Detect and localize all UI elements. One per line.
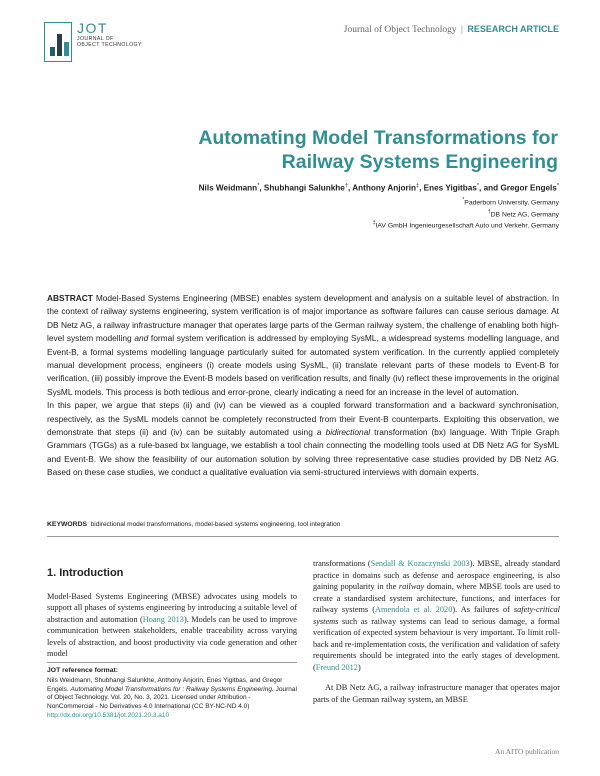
abstract	[47, 292, 559, 480]
keywords-label: KEYWORDS	[47, 521, 88, 528]
citation-link[interactable]: Hoang 2013	[142, 614, 184, 624]
right-column	[313, 558, 560, 705]
citation-link[interactable]: Amendola et al. 2020	[375, 605, 453, 614]
divider	[47, 536, 559, 537]
abstract-text: Model-Based Systems Engineering (MBSE) enables system development and analysis on a suitable level of abstraction. In the context of railway systems engineering, system verification is of major importance as software failures can cause serious damage. At DB Netz AG, a railway infrastructure manager that operates large parts of the German railway system, the challenge of enabling both high-level system modelling	[47, 293, 559, 344]
abstract-emphasis: and	[134, 333, 149, 344]
affil-mark: †	[487, 208, 491, 215]
affil-text: Paderborn University, Germany	[464, 199, 559, 207]
author-affil-mark: *	[556, 183, 559, 189]
affiliation	[373, 196, 559, 208]
logo-text	[77, 20, 142, 48]
running-header	[344, 24, 559, 35]
author-separator: , and	[479, 183, 499, 193]
abstract-text: transformation (bx) language. With Triple Graph Grammars (TGGs) as a rule-based bx language, we establish a tool chain connecting the modelling tools used at DB Netz AG for SysML and Event-B. We show the feasibility of our automation solution by solving three representative case studies provided by DB Netz AG. Based on these case studies, we conduct a qualitative evaluation via semi-structured interviews with domain experts.	[47, 427, 560, 478]
author-list	[199, 183, 559, 193]
author-name: Gregor Engels	[500, 183, 557, 193]
body-emphasis: railway	[398, 582, 425, 591]
abstract-text: In this paper, we argue that steps (ii) and (iv) can be viewed as a coupled forward transformation and a backward synchronisation, respectively, as the SysML models cannot be completely reconstructed from their Event-B counterparts. Exploiting this observation, we demonstrate that steps (ii) and (iv) can be suitably automated using a	[47, 400, 559, 438]
title-line-1: Automating Model Transformations for	[198, 127, 558, 149]
doi-link[interactable]: http://dx.doi.org/10.5381/jot.2021.20.3.a10	[47, 711, 170, 719]
body-paragraph: At DB Netz AG, a railway infrastructure manager that operates major parts of the German railway system, an MBSE	[313, 683, 560, 704]
keywords	[47, 521, 559, 528]
affiliation	[373, 208, 559, 220]
author-affil-mark: *	[257, 183, 260, 189]
body-text: transformations (	[313, 559, 371, 568]
abstract-paragraph	[47, 399, 559, 479]
author-name: Shubhangi Salunkhe	[263, 183, 345, 193]
author-affil-mark: †	[344, 183, 348, 189]
left-column	[47, 568, 297, 660]
author-separator: ,	[259, 183, 262, 193]
affil-text: DB Netz AG, Germany	[490, 210, 559, 218]
ref-text: Journal of Object Technology. Vol. 20, No. 3, 2021. Licensed under Attribution - NonCommercial - No Derivatives 4.0 International (CC BY-NC-ND 4.0)	[47, 685, 297, 711]
publisher-footer: An AITO publication	[494, 747, 559, 756]
header-separator: |	[461, 25, 463, 35]
author-name: Anthony Anjorin	[352, 183, 417, 193]
logo-subtitle-2: OBJECT TECHNOLOGY	[77, 42, 142, 49]
jot-logo	[44, 20, 156, 66]
article-type: RESEARCH ARTICLE	[467, 24, 559, 34]
body-text: Model-Based Systems Engineering (MBSE) advocates using models to support all phases of systems engineering by introducing a suitable level of abstraction and automation (	[47, 591, 297, 624]
citation-link[interactable]: Freund 2012	[315, 662, 358, 672]
body-paragraph	[47, 591, 297, 660]
keywords-text: bidirectional model transformations, model-based systems engineering, tool integration	[90, 521, 341, 528]
logo-bar	[57, 34, 62, 56]
affil-mark: *	[462, 197, 465, 203]
logo-title: JOT	[77, 20, 108, 36]
author-separator: ,	[419, 183, 422, 193]
affil-mark: ‡	[372, 220, 376, 227]
abstract-text: formal system verification is addressed by employing SysML, a widespread systems modelling language, and Event-B, a formal systems modelling language particularly suited for automated system verification. In the currently applied completely manual development process, engineers (i) create models using SysML, (ii) translate relevant parts of these models to Event-B for verification, (iii) possibly improve the Event-B models based on verification results, and finally (iv) reflect these improvements in the original SysML models. This process is both tedious and error-prone, clearly indicating a need for an increase in the level of automation.	[47, 333, 559, 397]
author-separator: ,	[347, 183, 351, 193]
body-emphasis: safety-critical systems	[313, 605, 560, 626]
author-name: Enes Yigitbas	[423, 183, 477, 193]
affiliation	[373, 219, 559, 231]
abstract-paragraph	[47, 292, 559, 399]
bar-chart-logo-icon	[44, 22, 72, 62]
reference-format-text	[47, 677, 297, 721]
author-affil-mark: *	[476, 183, 480, 189]
body-text: ). MBSE, already standard practice in domains such as defense and aerospace engineering, is also gaining popularity in the	[313, 559, 560, 591]
ref-title-italic: Automating Model Transformations for : Railway Systems Engineering.	[70, 685, 274, 693]
citation-link[interactable]: Sendall & Kozaczynski 2003	[370, 559, 470, 568]
body-paragraph	[313, 558, 560, 673]
body-text: such as railway systems can lead to serious damage, a formal verification of expected system behaviour is very important. To limit roll-back and re-implementation costs, the verification and validation of safety requirements should be integrated into the early stages of development. (	[313, 616, 560, 672]
ref-text: Nils Weidmann, Shubhangi Salunkhe, Anthony Anjorin, Enes Yigitbas, and Gregor Engels.	[47, 676, 283, 693]
logo-bar	[64, 42, 69, 56]
journal-name: Journal of Object Technology	[343, 25, 457, 35]
author-name: Nils Weidmann	[198, 183, 258, 193]
title-line-2: Railway Systems Engineering	[281, 150, 558, 173]
body-text: ). As failures of	[452, 605, 514, 614]
affil-text: IAV GmbH Ingenieurgesellschaft Auto und Verkehr, Germany	[375, 222, 559, 230]
body-text: domain, where MBSE tools are used to create a standardised system architecture, functions, and interfaces for railway systems (	[313, 582, 560, 614]
reference-format-label: JOT reference format:	[47, 667, 119, 674]
abstract-label: ABSTRACT	[47, 293, 93, 303]
logo-subtitle-1: JOURNAL OF	[77, 36, 114, 42]
abstract-emphasis: bidirectional	[325, 427, 371, 438]
logo-bar	[50, 47, 55, 56]
affiliations	[373, 196, 559, 231]
paper-title	[60, 127, 558, 174]
reference-format-box	[47, 662, 297, 721]
body-text: )	[357, 662, 361, 672]
section-heading: 1. Introduction	[47, 567, 124, 579]
body-text: ). Models can be used to improve communication between stakeholders, enable traceability across varying levels of abstraction, and boost productivity via code generation and other model	[47, 614, 297, 658]
author-affil-mark: ‡	[416, 183, 420, 189]
